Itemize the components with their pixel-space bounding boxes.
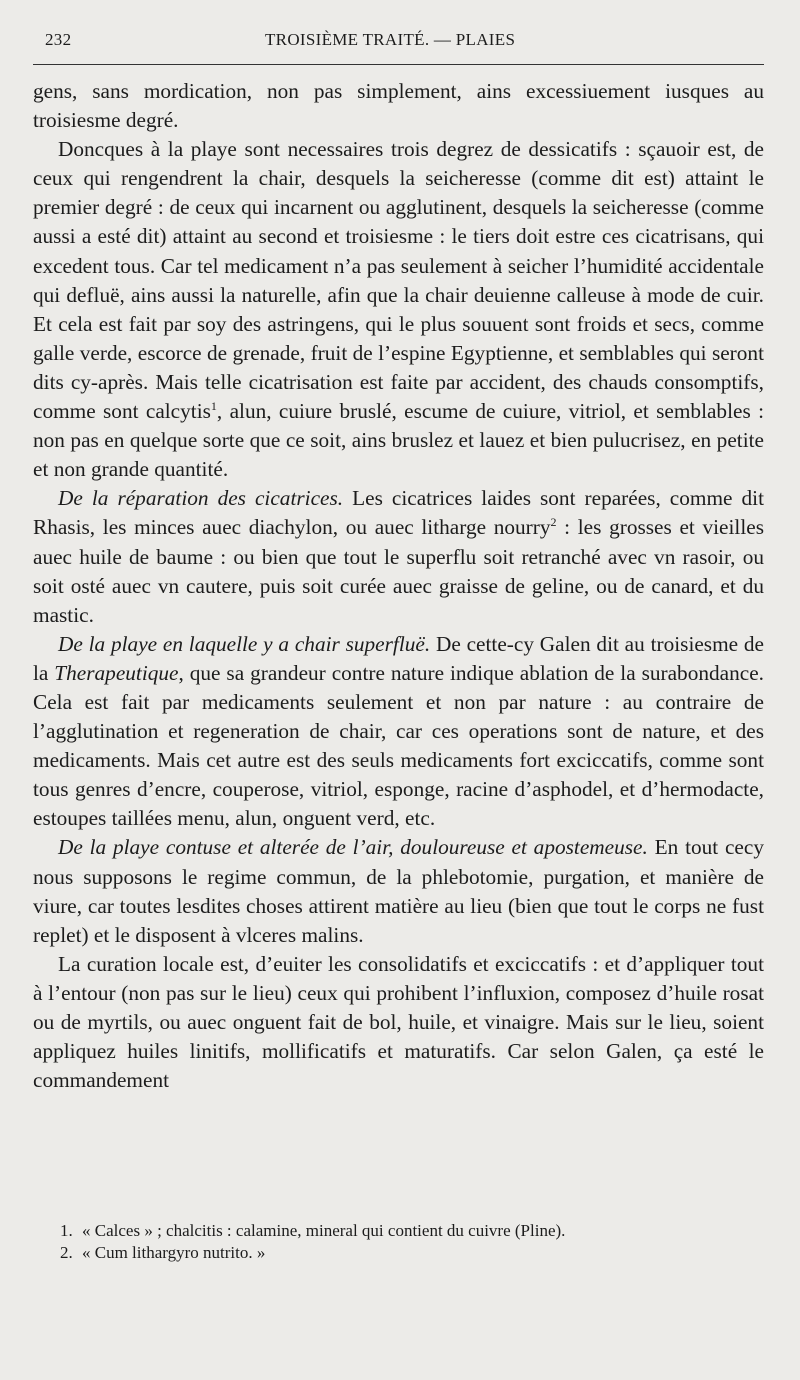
page-number: 232 bbox=[45, 30, 72, 49]
paragraph: De la réparation des cicatrices. Les cicatrices laides sont reparées, comme dit Rhasis, les minces auec diachylon, ou auec litharge nourry$^2$ : les grosses et vieilles auec huile de baume : ou bien que tout le superflu soit retranché avec vn rasoir, ou soit osté auec vn cautere, puis soit curée auec graisse de geline, ou de canard, et du mastic. bbox=[33, 486, 764, 627]
footnote-ref: 2 bbox=[550, 515, 557, 530]
section-title: De la réparation des cicatrices. bbox=[58, 486, 344, 511]
footnote-ref: 1 bbox=[210, 398, 217, 413]
header-rule bbox=[33, 64, 764, 65]
section-title: De la playe contuse et alterée de l’air, douloureuse et apostemeuse. bbox=[58, 835, 648, 860]
footnotes bbox=[60, 1220, 764, 1264]
paragraph: De la playe en laquelle y a chair superfluë. De cette-cy Galen dit au troisiesme de la Therapeutique, que sa grandeur contre nature indique ablation de la surabondance. Cela est fait par medicaments seulement et non par nature : au contraire de l’agglutination et regeneration de chair, car ces operations sont de nature, et des medicaments. Mais cet autre est des seuls medicaments fort exciccatifs, comme sont tous genres d’encre, couperose, vitriol, esponge, racine d’asphodel, et d’hermodacte, estoupes taillées menu, alun, onguent verd, etc. bbox=[33, 631, 765, 831]
book-title: Therapeutique bbox=[54, 660, 179, 685]
page-body bbox=[33, 77, 764, 1095]
footnote: 1. « Calces » ; chalcitis : calamine, mineral qui contient du cuivre (Pline). bbox=[60, 1221, 566, 1240]
footnote: 2. « Cum lithargyro nutrito. » bbox=[60, 1243, 266, 1262]
paragraph: La curation locale est, d’euiter les consolidatifs et exciccatifs : et d’appliquer tout à l’entour (non pas sur le lieu) ceux qui prohibent l’influxion, composez d’huile rosat ou de myrtils, ou auec onguent fait de bol, huile, et vinaigre. Mais sur le lieu, soient appliquez huiles linitifs, mollificatifs et maturatifs. Car selon Galen, ça esté le commandement bbox=[33, 951, 764, 1093]
running-header bbox=[33, 30, 764, 50]
paragraph: gens, sans mordication, non pas simplement, ains excessiuement iusques au troisiesme degré. bbox=[33, 79, 764, 133]
paragraph: Doncques à la playe sont necessaires trois degrez de dessicatifs : sçauoir est, de ceux qui rengendrent la chair, desquels la seicheresse (comme dit est) attaint le premier degré : de ceux qui incarnent ou agglutinent, desquels la seicheresse (comme aussi a esté dit) attaint au second et troisiesme : le tiers doit estre ces cicatrisans, qui excedent tous. Car tel medicament n’a pas seulement à seicher l’humidité accidentale qui defluë, ains aussi la naturelle, afin que la chair deuienne calleuse à mode de cuir. Et cela est fait par soy des astringens, qui le plus souuent sont froids et secs, comme galle verde, escorce de grenade, fruit de l’espine Egyptienne, et semblables qui seront dits cy-après. Mais telle cicatrisation est faite par accident, des chauds consomptifs, comme sont calcytis$^1$, alun, cuiure bruslé, escume de cuiure, vitriol, et semblables : non pas en quelque sorte que ce soit, ains bruslez et lauez et bien pulucrisez, en petite et non grande quantité. bbox=[33, 137, 764, 482]
section-title: De la playe en laquelle y a chair superfluë. bbox=[58, 631, 431, 656]
paragraph: De la playe contuse et alterée de l’air, douloureuse et apostemeuse. En tout cecy nous supposons le regime commun, de la phlebotomie, purgation, et manière de viure, car toutes lesdites choses attirent matière au lieu (bien que tout le corps ne fust replet) et le disposent à vlceres malins. bbox=[33, 835, 764, 947]
running-title: TROISIÈME TRAITÉ. — PLAIES bbox=[265, 30, 516, 49]
